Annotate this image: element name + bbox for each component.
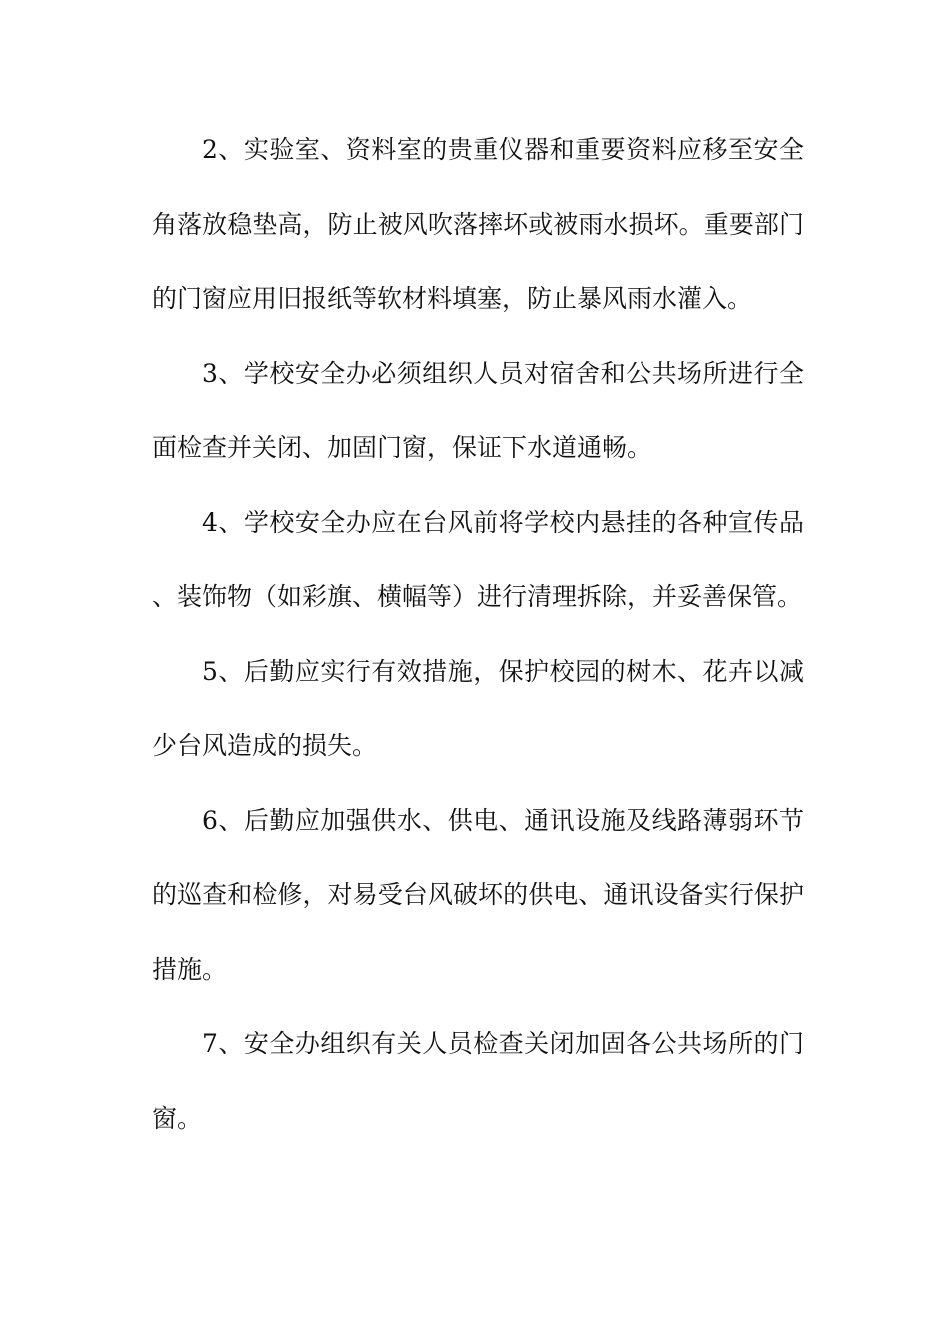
paragraph-utilities-inspection: 6、后勤应加强供水、供电、通讯设施及线路薄弱环节的巡查和检修，对易受台风破坏的供电、通讯设备实行保护措施。 [152, 805, 804, 984]
paragraph-lab-materials: 2、实验室、资料室的贵重仪器和重要资料应移至安全角落放稳垫高，防止被风吹落摔坏或被雨水损坏。重要部门的门窗应用旧报纸等软材料填塞，防止暴风雨水灌入。 [152, 135, 804, 313]
paragraph-remove-decorations: 4、学校安全办应在台风前将学校内悬挂的各种宣传品、装饰物（如彩旗、横幅等）进行清理拆除，并妥善保管。 [152, 507, 804, 611]
paragraph-protect-trees: 5、后勤应实行有效措施，保护校园的树木、花卉以减少台风造成的损失。 [152, 656, 804, 760]
paragraph-secure-windows: 7、安全办组织有关人员检查关闭加固各公共场所的门窗。 [152, 1029, 804, 1133]
document-body [152, 113, 804, 1156]
paragraph-dormitory-inspection: 3、学校安全办必须组织人员对宿舍和公共场所进行全面检查并关闭、加固门窗，保证下水道通畅。 [152, 358, 804, 462]
